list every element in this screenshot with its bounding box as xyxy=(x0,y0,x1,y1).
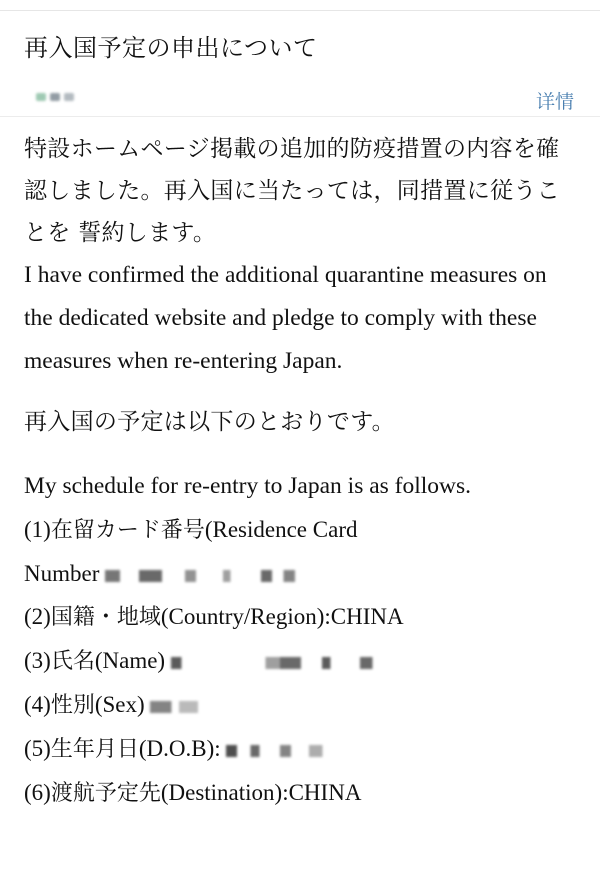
item-sex: (4)性別(Sex) xyxy=(24,683,576,727)
item-name: (3)氏名(Name) xyxy=(24,639,576,683)
redacted-dob xyxy=(226,745,338,757)
jp-schedule-heading: 再入国の予定は以下のとおりです。 xyxy=(24,409,395,435)
item-residence-card-cont: Number xyxy=(24,552,576,595)
message-body xyxy=(24,128,576,815)
jp-statement: 特設ホームページ掲載の追加的防疫措置の内容を確認しました。再入国に当たっては，同措置に従うことを 誓約します。 xyxy=(24,136,560,246)
item-residence-card: (1)在留カード番号(Residence Card xyxy=(24,517,358,543)
en-schedule-heading: My schedule for re-entry to Japan is as follows. xyxy=(24,473,472,499)
message-header xyxy=(0,11,600,115)
header-divider xyxy=(0,116,600,117)
message-title: 再入国予定の申出について xyxy=(24,34,318,62)
destination-value: CHINA xyxy=(288,780,362,805)
en-statement: I have confirmed the additional quarantine measures on the dedicated website and pledge to comply with these measures when re-entering Japan. xyxy=(24,262,547,374)
country-value: CHINA xyxy=(330,604,404,629)
details-link[interactable]: 详情 xyxy=(535,91,574,113)
item-country: (2)国籍・地域(Country/Region):CHINA xyxy=(24,604,404,630)
item-destination: (6)渡航予定先(Destination):CHINA xyxy=(24,780,362,806)
redacted-sex xyxy=(150,701,198,713)
redacted-card-number xyxy=(105,570,295,582)
sender-redacted xyxy=(36,91,96,103)
redacted-name xyxy=(171,657,381,669)
item-dob: (5)生年月日(D.O.B): xyxy=(24,727,576,771)
